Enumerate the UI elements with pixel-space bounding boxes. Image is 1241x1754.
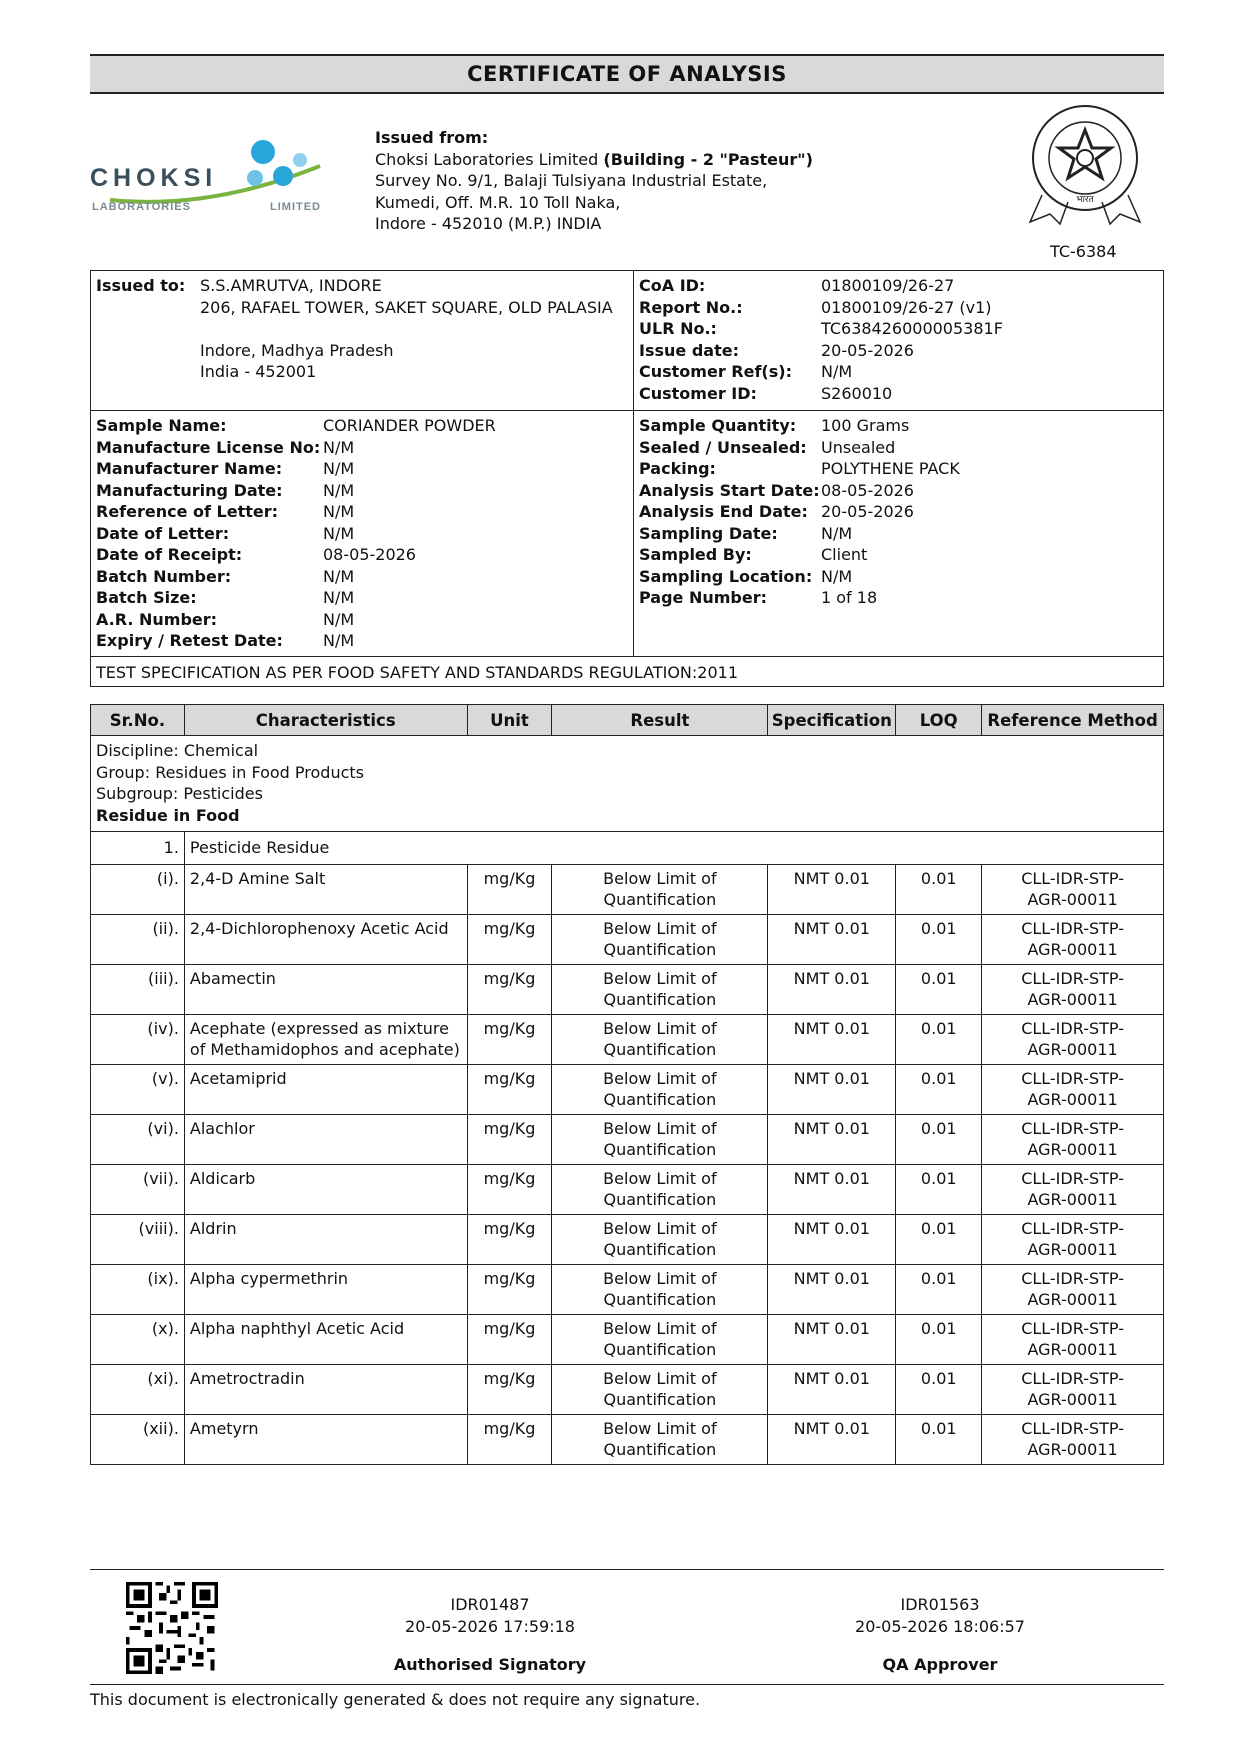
cell-loq: 0.01 bbox=[896, 914, 982, 964]
document-title: CERTIFICATE OF ANALYSIS bbox=[90, 54, 1164, 94]
cell-unit: mg/Kg bbox=[467, 1164, 552, 1214]
cell-name: Acephate (expressed as mixture of Methamidophos and acephate) bbox=[184, 1014, 467, 1064]
table-row bbox=[91, 1414, 1164, 1464]
approver-role: QA Approver bbox=[882, 1655, 998, 1674]
field-label: Sample Quantity: bbox=[639, 416, 797, 435]
cell-name: 2,4-Dichlorophenoxy Acetic Acid bbox=[184, 914, 467, 964]
cell-method: CLL-IDR-STP-AGR-00011 bbox=[982, 1114, 1164, 1164]
sample-left-row bbox=[96, 566, 628, 588]
cell-method: CLL-IDR-STP-AGR-00011 bbox=[982, 1064, 1164, 1114]
discipline: Discipline: Chemical bbox=[96, 741, 259, 760]
field-label: Sampled By: bbox=[639, 545, 752, 564]
field-label: Batch Size: bbox=[96, 588, 197, 607]
cell-name: Ametroctradin bbox=[184, 1364, 467, 1414]
field-label: A.R. Number: bbox=[96, 609, 218, 629]
field-label: Date of Receipt: bbox=[96, 545, 243, 564]
field-label: Batch Number: bbox=[96, 566, 232, 586]
report-info-row bbox=[639, 361, 1158, 383]
sample-right-row bbox=[639, 415, 1158, 437]
column-header: Reference Method bbox=[982, 705, 1164, 736]
table-row bbox=[91, 1114, 1164, 1164]
cell-method: CLL-IDR-STP-AGR-00011 bbox=[982, 1014, 1164, 1064]
cell-result: Below Limit of Quantification bbox=[552, 1014, 768, 1064]
cell-loq: 0.01 bbox=[896, 1164, 982, 1214]
sample-left-row bbox=[96, 523, 628, 545]
discipline-block bbox=[91, 736, 1164, 832]
field-label: Customer Ref(s): bbox=[639, 362, 792, 381]
table-row bbox=[91, 1364, 1164, 1414]
sample-left-row bbox=[96, 480, 628, 502]
cell-result: Below Limit of Quantification bbox=[552, 1314, 768, 1364]
field-value: N/M bbox=[323, 523, 355, 543]
cell-spec: NMT 0.01 bbox=[768, 1064, 896, 1114]
cell-name: 2,4-D Amine Salt bbox=[184, 864, 467, 914]
field-label: Reference of Letter: bbox=[96, 502, 279, 521]
issued-to-lines bbox=[200, 275, 628, 383]
cell-sr: (xi). bbox=[91, 1364, 185, 1414]
cell-result: Below Limit of Quantification bbox=[552, 1064, 768, 1114]
cell-unit: mg/Kg bbox=[467, 1014, 552, 1064]
sample-right-row bbox=[639, 566, 1158, 588]
cell-loq: 0.01 bbox=[896, 1064, 982, 1114]
authorised-signatory-block bbox=[370, 1594, 610, 1676]
field-value: POLYTHENE PACK bbox=[821, 459, 960, 478]
field-value: N/M bbox=[323, 502, 355, 521]
issued-to-line: Indore, Madhya Pradesh bbox=[200, 340, 394, 360]
sample-right-row bbox=[639, 523, 1158, 545]
cell-method: CLL-IDR-STP-AGR-00011 bbox=[982, 1414, 1164, 1464]
cell-unit: mg/Kg bbox=[467, 864, 552, 914]
field-value: N/M bbox=[821, 362, 853, 381]
issued-from-label: Issued from: bbox=[375, 128, 489, 147]
cell-method: CLL-IDR-STP-AGR-00011 bbox=[982, 1314, 1164, 1364]
cell-name: Aldrin bbox=[184, 1214, 467, 1264]
cell-unit: mg/Kg bbox=[467, 1364, 552, 1414]
cell-name: Alpha cypermethrin bbox=[184, 1264, 467, 1314]
cell-spec: NMT 0.01 bbox=[768, 1364, 896, 1414]
cell-loq: 0.01 bbox=[896, 1214, 982, 1264]
parent-name: Pesticide Residue bbox=[184, 832, 1163, 865]
parent-sr: 1. bbox=[91, 832, 185, 865]
cell-sr: (vii). bbox=[91, 1164, 185, 1214]
field-label: Customer ID: bbox=[639, 383, 757, 403]
column-header: Characteristics bbox=[184, 705, 467, 736]
table-row bbox=[91, 1314, 1164, 1364]
field-value: N/M bbox=[323, 631, 355, 650]
field-value: 08-05-2026 bbox=[323, 545, 416, 564]
subgroup: Subgroup: Pesticides bbox=[96, 784, 263, 803]
field-value: 20-05-2026 bbox=[821, 340, 914, 360]
sample-details-right bbox=[639, 415, 1158, 609]
sample-right-row bbox=[639, 437, 1158, 459]
cell-sr: (xii). bbox=[91, 1414, 185, 1464]
table-row bbox=[91, 864, 1164, 914]
footer-top-rule bbox=[90, 1569, 1164, 1570]
issued-from-building: (Building - 2 "Pasteur") bbox=[603, 149, 813, 169]
sample-right-row bbox=[639, 587, 1158, 609]
column-header: Sr.No. bbox=[91, 705, 185, 736]
cell-method: CLL-IDR-STP-AGR-00011 bbox=[982, 864, 1164, 914]
issued-from-line2: Survey No. 9/1, Balaji Tulsiyana Industrial Estate, bbox=[375, 171, 768, 190]
field-label: Analysis End Date: bbox=[639, 502, 808, 521]
issued-to-block bbox=[96, 275, 628, 383]
cell-spec: NMT 0.01 bbox=[768, 1314, 896, 1364]
sample-left-row bbox=[96, 609, 628, 631]
cell-sr: (ix). bbox=[91, 1264, 185, 1314]
cell-loq: 0.01 bbox=[896, 1314, 982, 1364]
report-info-row bbox=[639, 318, 1158, 340]
info-table bbox=[90, 270, 1164, 687]
issued-to-line: India - 452001 bbox=[200, 362, 317, 381]
cell-sr: (viii). bbox=[91, 1214, 185, 1264]
issued-to-line: S.S.AMRUTVA, INDORE bbox=[200, 276, 382, 295]
group: Group: Residues in Food Products bbox=[96, 762, 364, 782]
cell-unit: mg/Kg bbox=[467, 914, 552, 964]
cell-result: Below Limit of Quantification bbox=[552, 1364, 768, 1414]
cell-spec: NMT 0.01 bbox=[768, 1264, 896, 1314]
sample-right-row bbox=[639, 458, 1158, 480]
cell-loq: 0.01 bbox=[896, 1114, 982, 1164]
issued-from-block bbox=[375, 127, 813, 235]
cell-spec: NMT 0.01 bbox=[768, 1214, 896, 1264]
logo-sub-right: LIMITED bbox=[270, 201, 321, 213]
table-row bbox=[91, 914, 1164, 964]
cell-loq: 0.01 bbox=[896, 964, 982, 1014]
sample-left-row bbox=[96, 458, 628, 480]
field-value: 01800109/26-27 (v1) bbox=[821, 297, 992, 317]
field-label: Sampling Location: bbox=[639, 566, 813, 586]
cell-sr: (vi). bbox=[91, 1114, 185, 1164]
cell-spec: NMT 0.01 bbox=[768, 1414, 896, 1464]
table-row bbox=[91, 1164, 1164, 1214]
approver-datetime: 20-05-2026 18:06:57 bbox=[855, 1617, 1025, 1636]
cell-result: Below Limit of Quantification bbox=[552, 914, 768, 964]
field-label: Packing: bbox=[639, 459, 716, 478]
test-specification: TEST SPECIFICATION AS PER FOOD SAFETY AND STANDARDS REGULATION:2011 bbox=[91, 656, 1164, 687]
cell-unit: mg/Kg bbox=[467, 1314, 552, 1364]
cell-result: Below Limit of Quantification bbox=[552, 1114, 768, 1164]
cell-result: Below Limit of Quantification bbox=[552, 1264, 768, 1314]
issued-from-company: Choksi Laboratories Limited bbox=[375, 149, 604, 169]
field-value: 08-05-2026 bbox=[821, 480, 914, 500]
field-label: Manufacturing Date: bbox=[96, 480, 283, 500]
cell-spec: NMT 0.01 bbox=[768, 1014, 896, 1064]
cell-result: Below Limit of Quantification bbox=[552, 864, 768, 914]
issued-to-label: Issued to: bbox=[96, 276, 186, 295]
cell-spec: NMT 0.01 bbox=[768, 1164, 896, 1214]
cell-method: CLL-IDR-STP-AGR-00011 bbox=[982, 914, 1164, 964]
issued-to-line bbox=[200, 318, 628, 340]
cell-method: CLL-IDR-STP-AGR-00011 bbox=[982, 1264, 1164, 1314]
cell-spec: NMT 0.01 bbox=[768, 914, 896, 964]
cell-loq: 0.01 bbox=[896, 1364, 982, 1414]
choksi-logo bbox=[90, 138, 350, 218]
field-label: Sampling Date: bbox=[639, 523, 778, 543]
cell-loq: 0.01 bbox=[896, 1264, 982, 1314]
issued-from-line4: Indore - 452010 (M.P.) INDIA bbox=[375, 214, 602, 233]
cell-name: Aldicarb bbox=[184, 1164, 467, 1214]
field-value: 1 of 18 bbox=[821, 588, 878, 607]
cell-result: Below Limit of Quantification bbox=[552, 1214, 768, 1264]
report-info-row bbox=[639, 275, 1158, 297]
cell-sr: (v). bbox=[91, 1064, 185, 1114]
field-value: N/M bbox=[821, 566, 853, 586]
field-value: N/M bbox=[821, 523, 853, 543]
sample-left-row bbox=[96, 587, 628, 609]
cell-method: CLL-IDR-STP-AGR-00011 bbox=[982, 1164, 1164, 1214]
field-value: N/M bbox=[323, 609, 355, 629]
cell-unit: mg/Kg bbox=[467, 1064, 552, 1114]
report-info-row bbox=[639, 340, 1158, 362]
field-value: N/M bbox=[323, 566, 355, 586]
cell-method: CLL-IDR-STP-AGR-00011 bbox=[982, 1364, 1164, 1414]
field-label: Report No.: bbox=[639, 297, 743, 317]
footer-bottom-rule bbox=[90, 1684, 1164, 1685]
column-header: Specification bbox=[768, 705, 896, 736]
cell-sr: (iv). bbox=[91, 1014, 185, 1064]
field-value: 20-05-2026 bbox=[821, 502, 914, 521]
field-value: 100 Grams bbox=[821, 416, 910, 435]
field-value: TC638426000005381F bbox=[821, 319, 1003, 338]
approver-id: IDR01563 bbox=[900, 1595, 980, 1614]
field-label: Analysis Start Date: bbox=[639, 480, 820, 500]
column-header: Result bbox=[552, 705, 768, 736]
table-row bbox=[91, 1064, 1164, 1114]
field-label: Expiry / Retest Date: bbox=[96, 631, 283, 650]
field-label: CoA ID: bbox=[639, 276, 706, 295]
cell-sr: (i). bbox=[91, 864, 185, 914]
sample-right-row bbox=[639, 544, 1158, 566]
qr-code-icon bbox=[126, 1582, 218, 1674]
cell-unit: mg/Kg bbox=[467, 1414, 552, 1464]
signatory-role: Authorised Signatory bbox=[393, 1655, 587, 1674]
sample-left-row bbox=[96, 630, 628, 652]
cell-spec: NMT 0.01 bbox=[768, 1114, 896, 1164]
field-label: Manufacture License No: bbox=[96, 437, 321, 457]
field-label: Sealed / Unsealed: bbox=[639, 437, 807, 457]
field-label: Sample Name: bbox=[96, 416, 227, 435]
cell-result: Below Limit of Quantification bbox=[552, 1414, 768, 1464]
field-value: S260010 bbox=[821, 383, 893, 403]
cell-result: Below Limit of Quantification bbox=[552, 1164, 768, 1214]
field-value: N/M bbox=[323, 480, 355, 500]
field-label: Manufacturer Name: bbox=[96, 459, 283, 478]
issued-from-line3: Kumedi, Off. M.R. 10 Toll Naka, bbox=[375, 192, 621, 212]
cell-unit: mg/Kg bbox=[467, 1214, 552, 1264]
report-info bbox=[639, 275, 1158, 404]
results-header-row bbox=[91, 705, 1164, 736]
field-label: ULR No.: bbox=[639, 319, 717, 338]
table-row bbox=[91, 1264, 1164, 1314]
qa-approver-block bbox=[820, 1594, 1060, 1676]
cell-name: Ametyrn bbox=[184, 1414, 467, 1464]
cell-name: Alpha naphthyl Acetic Acid bbox=[184, 1314, 467, 1364]
table-row bbox=[91, 964, 1164, 1014]
field-value: Unsealed bbox=[821, 437, 896, 457]
section-title: Residue in Food bbox=[96, 805, 240, 825]
field-value: CORIANDER POWDER bbox=[323, 416, 496, 435]
sample-details-left bbox=[96, 415, 628, 652]
table-row bbox=[91, 1214, 1164, 1264]
seal-text: भारत bbox=[1076, 195, 1094, 205]
cell-name: Alachlor bbox=[184, 1114, 467, 1164]
column-header: Unit bbox=[467, 705, 552, 736]
sample-left-row bbox=[96, 544, 628, 566]
cell-unit: mg/Kg bbox=[467, 1114, 552, 1164]
report-info-row bbox=[639, 297, 1158, 319]
column-header: LOQ bbox=[896, 705, 982, 736]
logo-name: CHOKSI bbox=[90, 164, 218, 192]
field-label: Date of Letter: bbox=[96, 523, 230, 543]
sample-right-row bbox=[639, 480, 1158, 502]
cell-sr: (x). bbox=[91, 1314, 185, 1364]
logo-sub-left: LABORATORIES bbox=[92, 201, 191, 213]
cell-loq: 0.01 bbox=[896, 864, 982, 914]
cell-loq: 0.01 bbox=[896, 1014, 982, 1064]
cell-name: Acetamiprid bbox=[184, 1064, 467, 1114]
footer-note: This document is electronically generated & does not require any signature. bbox=[90, 1690, 701, 1709]
field-value: Client bbox=[821, 545, 868, 564]
field-value: N/M bbox=[323, 588, 355, 607]
field-label: Issue date: bbox=[639, 340, 739, 360]
results-table bbox=[90, 704, 1164, 1465]
cell-unit: mg/Kg bbox=[467, 964, 552, 1014]
field-value: N/M bbox=[323, 437, 355, 457]
table-row bbox=[91, 1014, 1164, 1064]
cell-method: CLL-IDR-STP-AGR-00011 bbox=[982, 1214, 1164, 1264]
cell-unit: mg/Kg bbox=[467, 1264, 552, 1314]
cell-loq: 0.01 bbox=[896, 1414, 982, 1464]
issued-to-line: 206, RAFAEL TOWER, SAKET SQUARE, OLD PALASIA bbox=[200, 297, 613, 317]
report-info-row bbox=[639, 383, 1158, 405]
cell-method: CLL-IDR-STP-AGR-00011 bbox=[982, 964, 1164, 1014]
cell-sr: (ii). bbox=[91, 914, 185, 964]
cell-spec: NMT 0.01 bbox=[768, 964, 896, 1014]
sample-left-row bbox=[96, 415, 628, 437]
cell-spec: NMT 0.01 bbox=[768, 864, 896, 914]
sample-right-row bbox=[639, 501, 1158, 523]
field-value: N/M bbox=[323, 459, 355, 478]
signatory-datetime: 20-05-2026 17:59:18 bbox=[405, 1617, 575, 1636]
accreditation-seal-icon bbox=[1020, 100, 1150, 230]
accreditation-code: TC-6384 bbox=[1050, 242, 1117, 261]
signatory-id: IDR01487 bbox=[450, 1595, 530, 1614]
field-label: Page Number: bbox=[639, 588, 768, 607]
cell-name: Abamectin bbox=[184, 964, 467, 1014]
parent-row bbox=[91, 832, 1164, 865]
cell-result: Below Limit of Quantification bbox=[552, 964, 768, 1014]
sample-left-row bbox=[96, 501, 628, 523]
sample-left-row bbox=[96, 437, 628, 459]
cell-sr: (iii). bbox=[91, 964, 185, 1014]
field-value: 01800109/26-27 bbox=[821, 276, 955, 295]
